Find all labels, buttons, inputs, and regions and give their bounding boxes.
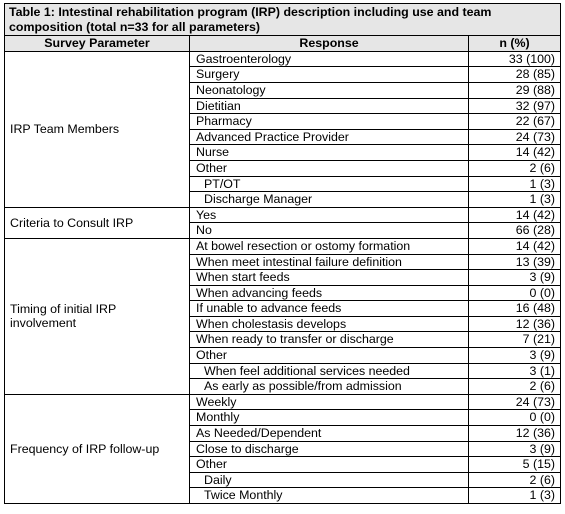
n-percent-cell: 1 (3): [469, 176, 561, 192]
n-percent-cell: 3 (9): [469, 270, 561, 286]
response-cell: Weekly: [190, 394, 469, 410]
response-cell: Advanced Practice Provider: [190, 129, 469, 145]
n-percent-cell: 2 (6): [469, 472, 561, 488]
n-percent-cell: 0 (0): [469, 285, 561, 301]
response-cell: Pharmacy: [190, 114, 469, 130]
response-cell: Yes: [190, 207, 469, 223]
response-cell: When cholestasis develops: [190, 316, 469, 332]
n-percent-cell: 32 (97): [469, 98, 561, 114]
response-cell: When feel additional services needed: [190, 363, 469, 379]
n-percent-cell: 24 (73): [469, 129, 561, 145]
response-cell: As early as possible/from admission: [190, 379, 469, 395]
table-row: [5, 51, 561, 67]
table-title: Table 1: Intestinal rehabilitation program (IRP) description including use and team composition (total n=33 for all parameters): [5, 4, 561, 36]
n-percent-cell: 14 (42): [469, 207, 561, 223]
n-percent-cell: 3 (9): [469, 441, 561, 457]
n-percent-cell: 28 (85): [469, 67, 561, 83]
n-percent-cell: 14 (42): [469, 238, 561, 254]
n-percent-cell: 1 (3): [469, 488, 561, 504]
header-n-percent: n (%): [469, 36, 561, 52]
n-percent-cell: 22 (67): [469, 114, 561, 130]
n-percent-cell: 5 (15): [469, 457, 561, 473]
response-cell: Other: [190, 160, 469, 176]
response-cell: Discharge Manager: [190, 192, 469, 208]
response-cell: Daily: [190, 472, 469, 488]
response-cell: Gastroenterology: [190, 51, 469, 67]
table-row: [5, 238, 561, 254]
n-percent-cell: 12 (36): [469, 426, 561, 442]
response-cell: At bowel resection or ostomy formation: [190, 238, 469, 254]
n-percent-cell: 2 (6): [469, 379, 561, 395]
response-cell: No: [190, 223, 469, 239]
n-percent-cell: 2 (6): [469, 160, 561, 176]
response-cell: Nurse: [190, 145, 469, 161]
response-cell: Other: [190, 457, 469, 473]
table-body: [5, 51, 561, 503]
response-cell: Surgery: [190, 67, 469, 83]
response-cell: PT/OT: [190, 176, 469, 192]
response-cell: Close to discharge: [190, 441, 469, 457]
response-cell: Neonatology: [190, 82, 469, 98]
n-percent-cell: 16 (48): [469, 301, 561, 317]
n-percent-cell: 24 (73): [469, 394, 561, 410]
n-percent-cell: 7 (21): [469, 332, 561, 348]
survey-parameter-cell: Criteria to Consult IRP: [5, 207, 190, 238]
header-survey-parameter: Survey Parameter: [5, 36, 190, 52]
table-container: [4, 3, 560, 504]
response-cell: Monthly: [190, 410, 469, 426]
response-cell: Other: [190, 348, 469, 364]
survey-parameter-cell: Timing of initial IRP involvement: [5, 238, 190, 394]
response-cell: If unable to advance feeds: [190, 301, 469, 317]
irp-table: [4, 3, 561, 504]
n-percent-cell: 29 (88): [469, 82, 561, 98]
n-percent-cell: 0 (0): [469, 410, 561, 426]
table-row: [5, 394, 561, 410]
table-caption-row: [5, 4, 561, 36]
response-cell: Twice Monthly: [190, 488, 469, 504]
n-percent-cell: 12 (36): [469, 316, 561, 332]
n-percent-cell: 33 (100): [469, 51, 561, 67]
response-cell: Dietitian: [190, 98, 469, 114]
n-percent-cell: 14 (42): [469, 145, 561, 161]
n-percent-cell: 1 (3): [469, 192, 561, 208]
n-percent-cell: 3 (1): [469, 363, 561, 379]
response-cell: As Needed/Dependent: [190, 426, 469, 442]
response-cell: When advancing feeds: [190, 285, 469, 301]
table-row: [5, 207, 561, 223]
survey-parameter-cell: Frequency of IRP follow-up: [5, 394, 190, 503]
n-percent-cell: 3 (9): [469, 348, 561, 364]
response-cell: When meet intestinal failure definition: [190, 254, 469, 270]
header-response: Response: [190, 36, 469, 52]
n-percent-cell: 13 (39): [469, 254, 561, 270]
response-cell: When start feeds: [190, 270, 469, 286]
table-header-row: [5, 36, 561, 52]
survey-parameter-cell: IRP Team Members: [5, 51, 190, 207]
response-cell: When ready to transfer or discharge: [190, 332, 469, 348]
n-percent-cell: 66 (28): [469, 223, 561, 239]
